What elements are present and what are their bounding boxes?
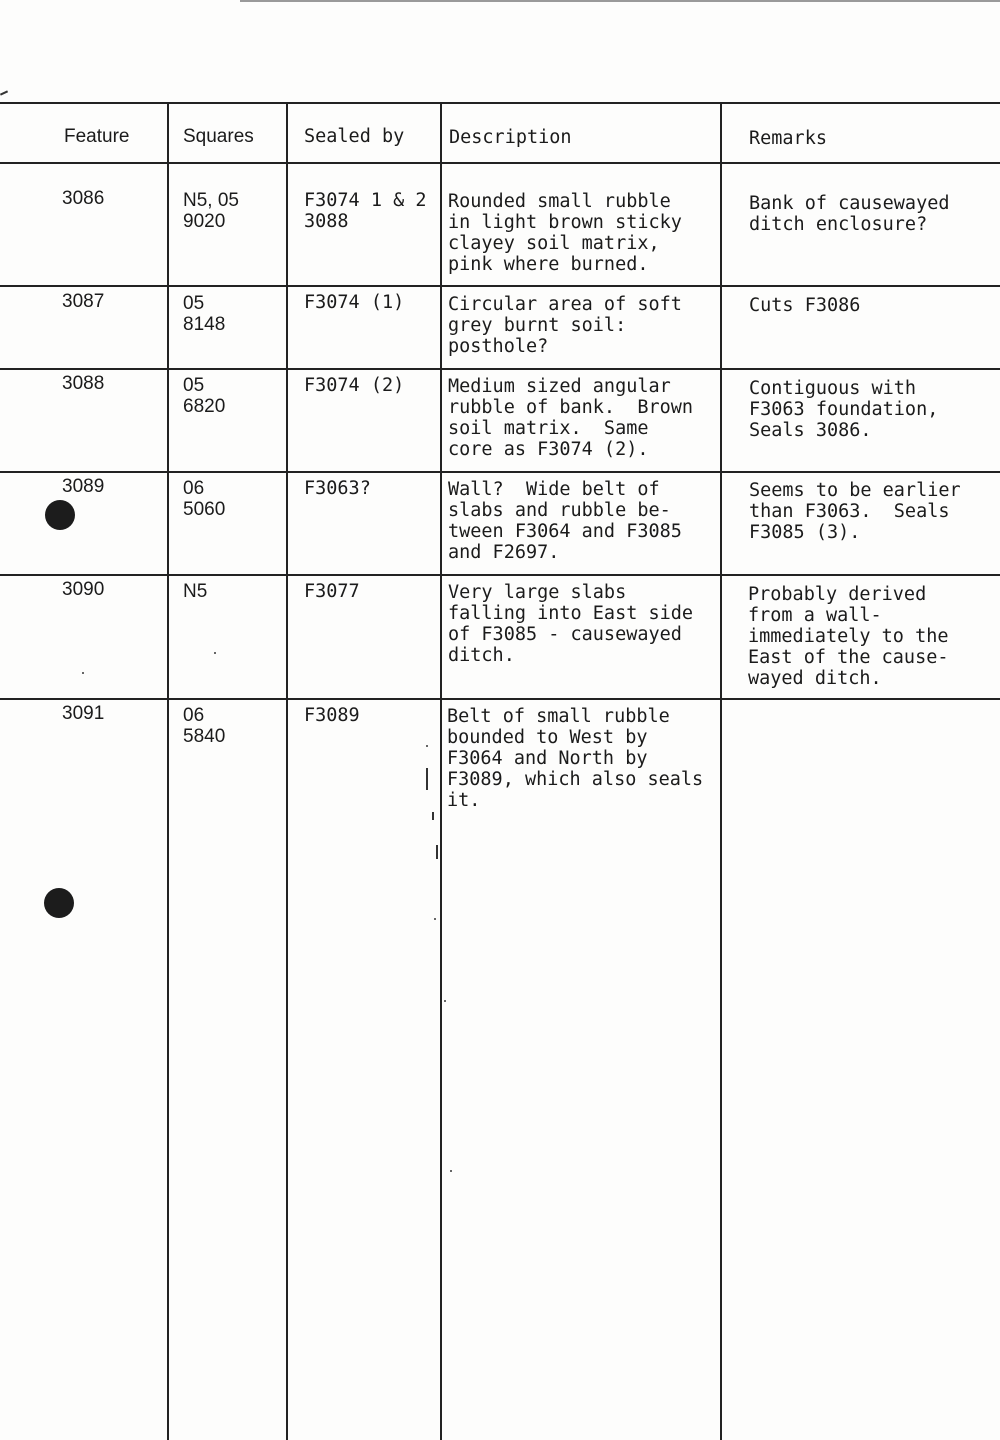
row-divider-5 bbox=[0, 698, 1000, 700]
row-6-description: Belt of small rubble bounded to West by F3064 and North by F3089, which also seals it. bbox=[447, 706, 704, 811]
scan-speck bbox=[82, 672, 84, 674]
column-divider-4 bbox=[720, 102, 722, 1440]
scan-speck bbox=[426, 745, 428, 747]
top-edge-rule bbox=[240, 0, 1000, 2]
row-6-feature: 3091 bbox=[62, 703, 105, 724]
row-divider-4 bbox=[0, 574, 1000, 576]
column-divider-2 bbox=[286, 102, 288, 1440]
row-2-description: Circular area of soft grey burnt soil: posthole? bbox=[448, 294, 682, 357]
column-divider-1 bbox=[167, 102, 169, 1440]
row-6-squares: 06 5840 bbox=[183, 705, 226, 747]
row-4-sealed-by: F3063? bbox=[304, 478, 371, 499]
punch-hole-icon bbox=[45, 500, 75, 530]
row-1-squares: N5, 05 9020 bbox=[183, 190, 239, 232]
row-3-squares: 05 6820 bbox=[183, 375, 226, 417]
column-divider-3 bbox=[440, 102, 442, 1440]
header-remarks: Remarks bbox=[749, 128, 827, 149]
row-3-description: Medium sized angular rubble of bank. Brown soil matrix. Same core as F3074 (2). bbox=[448, 376, 694, 460]
scan-speck bbox=[444, 1000, 446, 1002]
row-3-feature: 3088 bbox=[62, 373, 105, 394]
row-4-feature: 3089 bbox=[62, 476, 105, 497]
scan-speck bbox=[214, 652, 216, 654]
row-2-squares: 05 8148 bbox=[183, 293, 226, 335]
row-divider-3 bbox=[0, 471, 1000, 473]
margin-tick-mark bbox=[0, 90, 8, 95]
row-3-remarks: Contiguous with F3063 foundation, Seals 3086. bbox=[749, 378, 939, 441]
header-squares: Squares bbox=[183, 126, 254, 147]
row-6-sealed-by: F3089 bbox=[304, 705, 360, 726]
row-2-feature: 3087 bbox=[62, 291, 105, 312]
header-description: Description bbox=[449, 127, 572, 148]
row-5-feature: 3090 bbox=[62, 579, 105, 600]
row-1-remarks: Bank of causewayed ditch enclosure? bbox=[749, 193, 950, 235]
header-feature: Feature bbox=[64, 126, 130, 147]
row-5-remarks: Probably derived from a wall- immediately to the East of the cause- wayed ditch. bbox=[748, 584, 949, 689]
row-4-remarks: Seems to be earlier than F3063. Seals F3085 (3). bbox=[749, 480, 961, 543]
row-divider-2 bbox=[0, 368, 1000, 370]
scan-mark bbox=[432, 812, 434, 820]
row-4-squares: 06 5060 bbox=[183, 478, 226, 520]
row-2-remarks: Cuts F3086 bbox=[749, 295, 861, 316]
scan-mark bbox=[436, 845, 438, 859]
scan-speck bbox=[434, 918, 436, 920]
row-1-sealed-by: F3074 1 & 2 3088 bbox=[304, 190, 427, 232]
header-sealed-by: Sealed by bbox=[304, 126, 405, 147]
row-5-description: Very large slabs falling into East side of F3085 - causewayed ditch. bbox=[448, 582, 694, 666]
row-1-description: Rounded small rubble in light brown sticky clayey soil matrix, pink where burned. bbox=[448, 191, 682, 275]
row-4-description: Wall? Wide belt of slabs and rubble be- tween F3064 and F3085 and F2697. bbox=[448, 479, 682, 563]
table-top-rule bbox=[0, 102, 1000, 104]
row-3-sealed-by: F3074 (2) bbox=[304, 375, 405, 396]
row-divider-1 bbox=[0, 285, 1000, 287]
row-2-sealed-by: F3074 (1) bbox=[304, 292, 405, 313]
header-bottom-rule bbox=[0, 162, 1000, 164]
row-5-sealed-by: F3077 bbox=[304, 581, 360, 602]
row-5-squares: N5 bbox=[183, 581, 208, 602]
punch-hole-icon bbox=[44, 888, 74, 918]
scan-speck bbox=[450, 1170, 452, 1172]
row-1-feature: 3086 bbox=[62, 188, 105, 209]
scan-mark bbox=[426, 768, 428, 790]
